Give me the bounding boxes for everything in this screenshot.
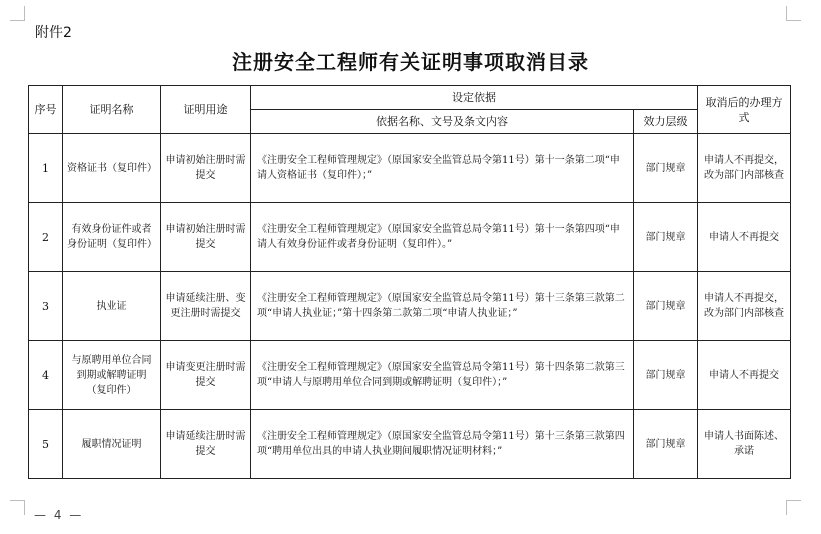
crop-mark-top-left [10,6,25,21]
cell-method: 申请人书面陈述、承诺 [698,410,791,479]
cell-basis: 《注册安全工程师管理规定》（原国家安全监管总局令第11号）第十一条第二项“申请人资格证书（复印件）；” [251,134,634,203]
cell-level: 部门规章 [634,341,698,410]
certificate-table [28,85,791,479]
cell-seq: 5 [29,410,63,479]
cell-level: 部门规章 [634,410,698,479]
cell-name: 有效身份证件或者身份证明（复印件） [63,203,161,272]
cell-seq: 3 [29,272,63,341]
header-basis-content: 依据名称、文号及条文内容 [251,110,634,134]
cell-level: 部门规章 [634,203,698,272]
cell-level: 部门规章 [634,134,698,203]
table-row [29,410,791,479]
cell-level: 部门规章 [634,272,698,341]
crop-mark-bottom-left [10,500,25,515]
table-row [29,341,791,410]
page-number: — 4 — [34,508,84,522]
header-purpose: 证明用途 [161,86,251,134]
cell-name: 与原聘用单位合同到期或解聘证明（复印件） [63,341,161,410]
cell-seq: 2 [29,203,63,272]
cell-purpose: 申请初始注册时需提交 [161,134,251,203]
cell-seq: 1 [29,134,63,203]
cell-name: 履职情况证明 [63,410,161,479]
annex-label: 附件2 [35,25,72,41]
header-name: 证明名称 [63,86,161,134]
cell-purpose: 申请延续注册、变更注册时需提交 [161,272,251,341]
cell-purpose: 申请延续注册时需提交 [161,410,251,479]
header-seq: 序号 [29,86,63,134]
cell-method: 申请人不再提交，改为部门内部核查 [698,272,791,341]
table-row [29,203,791,272]
table-row [29,272,791,341]
crop-mark-top-right [786,6,801,21]
cell-basis: 《注册安全工程师管理规定》（原国家安全监管总局令第11号）第十三条第三款第二项“申请人执业证；”第十四条第二款第二项“申请人执业证；” [251,272,634,341]
crop-mark-bottom-right [786,500,801,515]
cell-basis: 《注册安全工程师管理规定》（原国家安全监管总局令第11号）第十三条第三款第四项“聘用单位出具的申请人执业期间履职情况证明材料；” [251,410,634,479]
cell-method: 申请人不再提交，改为部门内部核查 [698,134,791,203]
cell-method: 申请人不再提交 [698,203,791,272]
cell-name: 资格证书（复印件） [63,134,161,203]
header-basis-group: 设定依据 [251,86,698,110]
cell-basis: 《注册安全工程师管理规定》（原国家安全监管总局令第11号）第十一条第四项“申请人有效身份证件或者身份证明（复印件）。” [251,203,634,272]
cell-method: 申请人不再提交 [698,341,791,410]
cell-purpose: 申请变更注册时需提交 [161,341,251,410]
table-row [29,134,791,203]
header-method: 取消后的办理方式 [698,86,791,134]
cell-seq: 4 [29,341,63,410]
cell-basis: 《注册安全工程师管理规定》（原国家安全监管总局令第11号）第十四条第二款第三项“申请人与原聘用单位合同到期或解聘证明（复印件）；” [251,341,634,410]
page-title: 注册安全工程师有关证明事项取消目录 [232,50,589,74]
cell-name: 执业证 [63,272,161,341]
cell-purpose: 申请初始注册时需提交 [161,203,251,272]
header-level: 效力层级 [634,110,698,134]
